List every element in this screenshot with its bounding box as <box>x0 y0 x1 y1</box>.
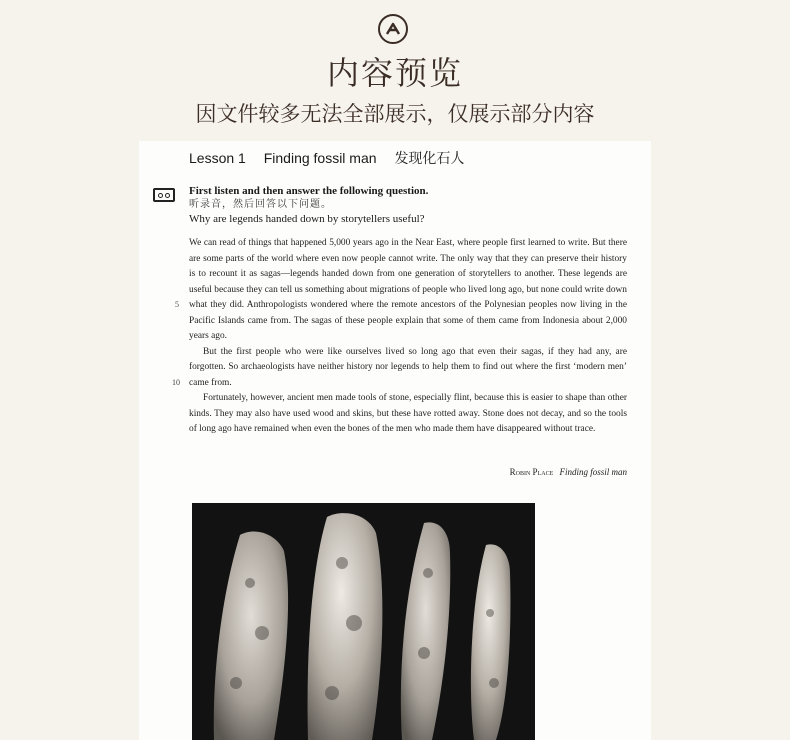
lesson-title-zh: 发现化石人 <box>394 150 465 166</box>
chevron-up-icon <box>378 14 408 44</box>
paragraph-1: We can read of things that happened 5,000 years ago in the Near East, where people first learned to write. But there are some parts of the world where even now people cannot write. The only way that they can preserve their history is to recount it as sagas—legends handed down from one generation of storytellers to another. These legends are useful because they can tell us something about migrations of people who lived long ago, but none could write down what they did. Anthropologists wondered where the remote ancestors of the Polynesian peoples now living in the Pacific Islands came from. The sagas of these people explain that some of them came from Indonesia about 2,000 years ago. <box>189 238 627 341</box>
document-preview[interactable] <box>139 141 651 740</box>
credit-work: Finding fossil man <box>559 467 627 477</box>
lesson-number: Lesson 1 <box>189 150 246 166</box>
cassette-tape-icon <box>153 188 175 202</box>
instruction-en: First listen and then answer the following question. <box>189 185 429 197</box>
listening-instruction <box>189 185 639 226</box>
line-number-10: 10 <box>172 378 180 387</box>
stone-tool-2 <box>308 513 383 740</box>
credit-author: Robin Place <box>509 467 554 477</box>
lesson-heading <box>189 148 478 168</box>
stone-tools-photo <box>192 503 535 740</box>
paragraph-2: But the first people who were like ourselves lived so long ago that even their sagas, if they had any, are forgotten. So archaeologists have neither history nor legends to help them to find out where the first ‘modern men’ came from. <box>189 346 627 388</box>
source-credit <box>510 467 627 477</box>
stone-tool-4 <box>471 544 511 740</box>
stone-tool-1 <box>214 532 288 740</box>
instruction-zh: 听录音，然后回答以下问题。 <box>189 199 332 210</box>
line-number-5: 5 <box>175 300 179 309</box>
passage <box>189 236 627 438</box>
stone-tool-3 <box>401 522 450 740</box>
question: Why are legends handed down by storytellers useful? <box>189 213 425 225</box>
paragraph-3: Fortunately, however, ancient men made tools of stone, especially flint, because this is easier to shape than other kinds. They may also have used wood and skins, but these have rotted away. Stone does not decay, and so the tools of long ago have remained when even the bones of the men who made them have disappeared without trace. <box>189 393 627 434</box>
lesson-title: Finding fossil man <box>263 150 377 166</box>
page-subtitle: 因文件较多无法全部展示，仅展示部分内容 <box>195 102 595 126</box>
page-title: 内容预览 <box>326 54 463 92</box>
